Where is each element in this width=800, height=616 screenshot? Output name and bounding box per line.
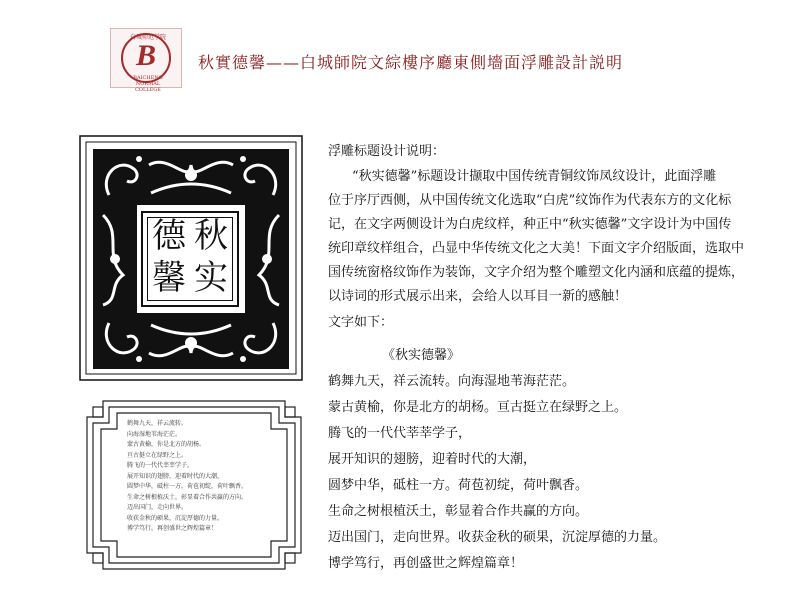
poem-panel bbox=[83, 397, 305, 573]
poem-line: 圆梦中华，砥柱一方。荷苞初绽，荷叶飘香。 bbox=[328, 478, 589, 493]
poem-panel-line: 鹤舞九天，祥云流转。 bbox=[127, 420, 188, 427]
seal-char-qiu: 秋 bbox=[194, 216, 228, 256]
description-heading: 浮雕标题设计说明： bbox=[328, 144, 446, 159]
college-logo bbox=[110, 28, 182, 93]
poem-panel-line: 收获金秋的硕果，沉淀厚德的力量。 bbox=[127, 514, 224, 522]
poem-panel-line: 蒙古黄榆，你是北方的胡杨。 bbox=[127, 441, 206, 448]
poem-panel-line: 圆梦中华，砥柱一方。荷苞初绽，荷叶飘香。 bbox=[127, 483, 248, 490]
poem-line: 迈出国门，走向世界。收获金秋的硕果，沉淀厚德的力量。 bbox=[328, 530, 667, 545]
poem-panel-line: 迈出国门，走向世界。 bbox=[127, 504, 188, 511]
description-line: 以诗词的形式展示出来，会给人以耳目一新的感触！ bbox=[328, 289, 628, 304]
description-line: 记，在文字两侧设计为白虎纹样，种正中“秋实德馨”文字设计为中国传 bbox=[328, 217, 732, 232]
seal-char-shi: 实 bbox=[194, 258, 228, 298]
logo-ring-text: 白城师范学院 bbox=[129, 34, 166, 41]
title-plaque bbox=[79, 135, 303, 381]
poem-line: 鹤舞九天，祥云流转。向海湿地苇海茫茫。 bbox=[328, 374, 576, 389]
description-line: 国传统窗格纹饰作为装饰，文字介绍为整个雕塑文化内涵和底蕴的提炼， bbox=[328, 265, 745, 280]
text-heading: 文字如下： bbox=[328, 315, 394, 330]
seal-box bbox=[141, 211, 239, 307]
logo-letter: B bbox=[135, 39, 156, 72]
poem-line: 博学笃行，再创盛世之辉煌篇章！ bbox=[328, 556, 524, 571]
logo-sub-text: BAICHENG NORMAL COLLEGE bbox=[133, 75, 163, 93]
poem-line: 腾飞的一代代莘莘学子， bbox=[328, 426, 472, 441]
seal-char-de: 德 bbox=[152, 216, 186, 256]
description-line: 统印章纹样组合，凸显中华传统文化之大美！下面文字介绍版面，选取中 bbox=[328, 241, 745, 256]
poem-line: 生命之树根植沃土，彰显着合作共赢的方向。 bbox=[328, 504, 589, 519]
logo-emblem bbox=[121, 33, 171, 93]
poem-panel-line: 亘古挺立在绿野之上。 bbox=[127, 451, 188, 459]
poem-panel-line: 博学笃行，再创盛世之辉煌篇章！ bbox=[127, 525, 218, 532]
poem-line: 蒙古黄榆，你是北方的胡杨。亘古挺立在绿野之上。 bbox=[328, 400, 628, 415]
poem-panel-text bbox=[127, 419, 277, 535]
poem-panel-line: 生命之树根植沃土，彰显着合作共赢的方向。 bbox=[127, 493, 248, 501]
page-title: 秋實德馨——白城師院文綜樓序廳東側墻面浮雕設計説明 bbox=[198, 53, 624, 72]
poem-title: 《秋实德馨》 bbox=[382, 348, 461, 363]
poem-panel-line: 腾飞的一代代莘莘学子， bbox=[127, 462, 194, 469]
description-line: “秋实德馨”标题设计撷取中国传统青铜纹饰凤纹设计，此面浮雕 bbox=[352, 169, 717, 184]
seal-char-xin: 馨 bbox=[152, 258, 186, 298]
description-line: 位于序厅西侧，从中国传统文化选取“白虎”纹饰作为代表东方的文化标 bbox=[328, 193, 732, 208]
poem-panel-line: 展开知识的翅膀，迎着时代的大潮， bbox=[127, 472, 224, 480]
poem-line: 展开知识的翅膀，迎着时代的大潮， bbox=[328, 452, 537, 467]
poem-panel-line: 向海湿地苇海茫茫。 bbox=[127, 430, 182, 438]
